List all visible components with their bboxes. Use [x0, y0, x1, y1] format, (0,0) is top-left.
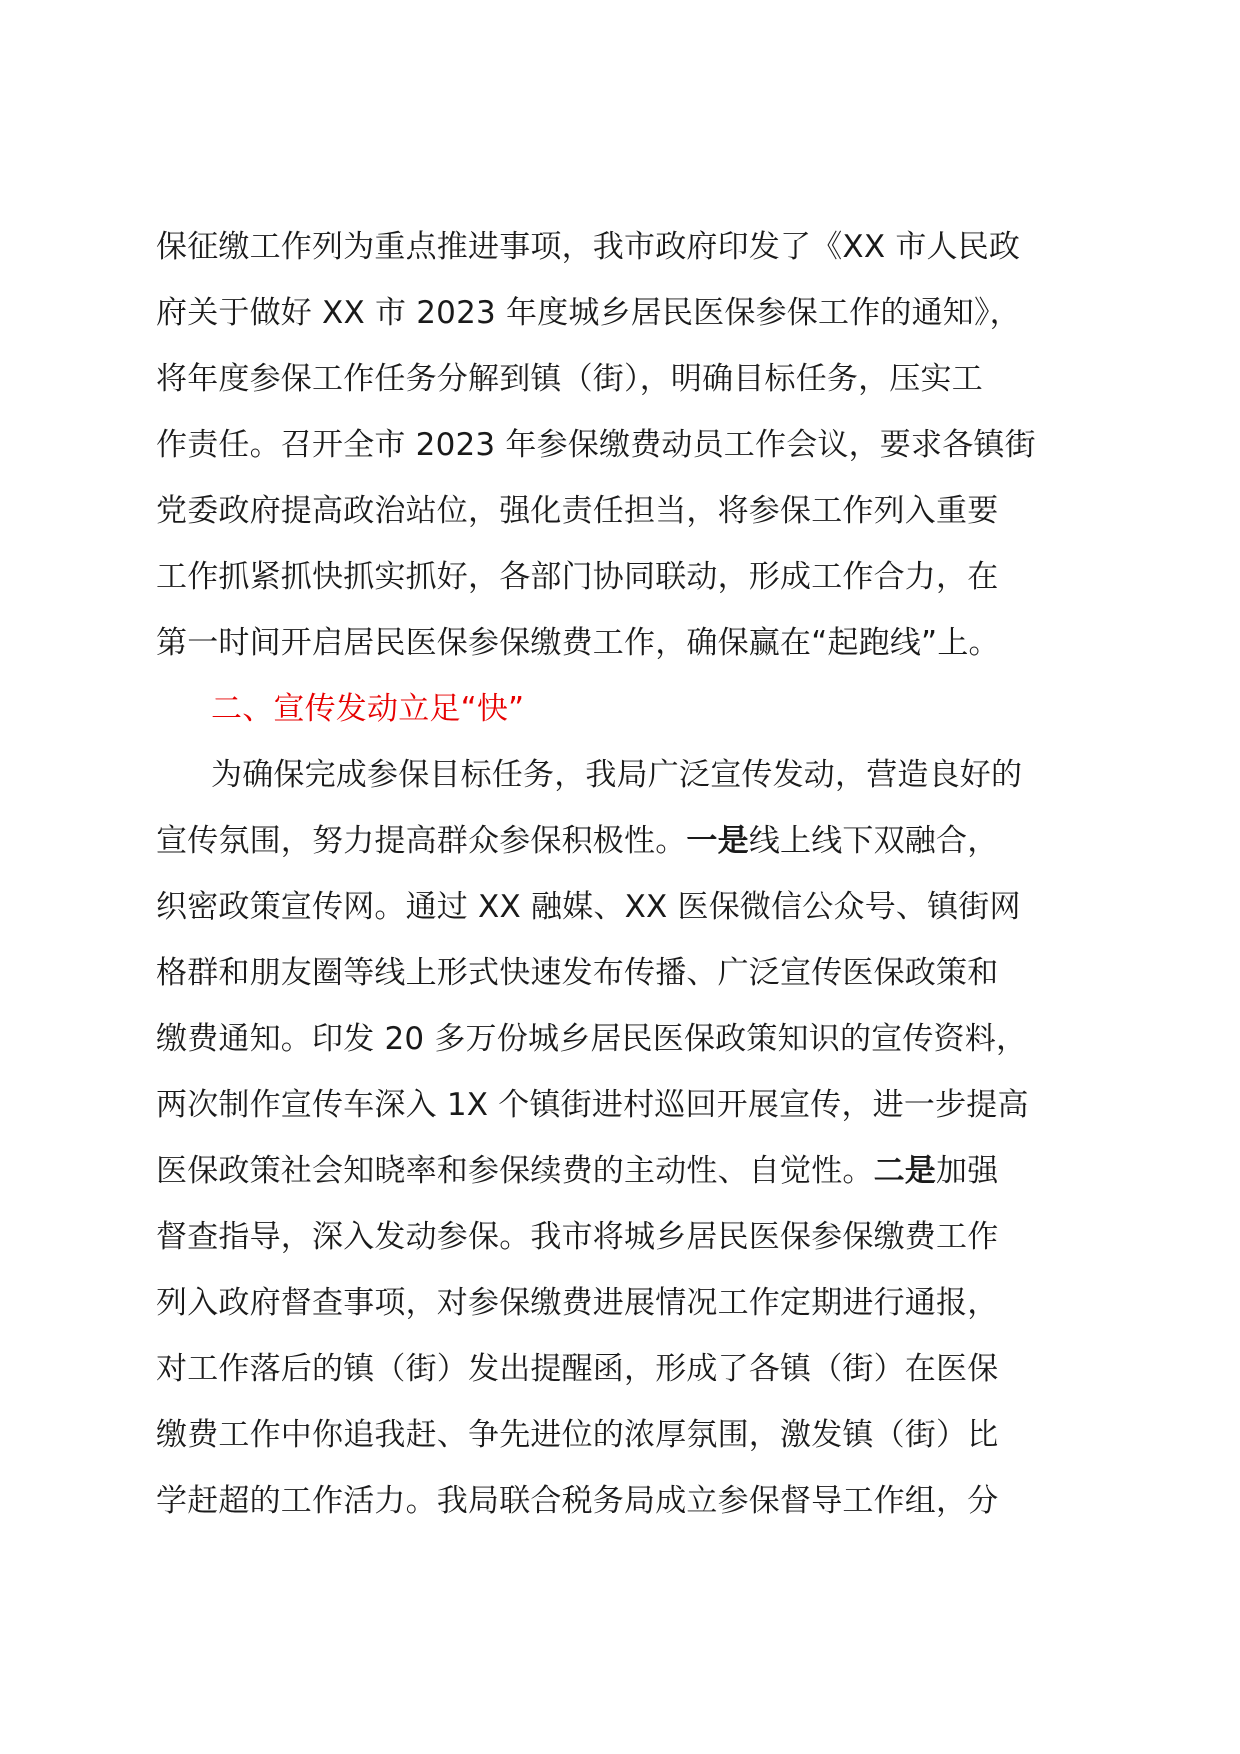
emphasis-label: 一是: [686, 823, 749, 859]
emphasis-label: 二是: [873, 1153, 937, 1189]
text-line: 将年度参保工作任务分解到镇（街），明确目标任务，压实工: [156, 361, 983, 397]
text-segment: 宣传氛围，努力提高群众参保积极性。: [156, 823, 687, 859]
text-segment: 线上线下双融合，: [748, 823, 999, 859]
text-line: 缴费通知。印发 20 多万份城乡居民医保政策知识的宣传资料，: [156, 1021, 1028, 1057]
text-line: 作责任。召开全市 2023 年参保缴费动员工作会议，要求各镇街: [156, 427, 1036, 463]
text-line: 格群和朋友圈等线上形式快速发布传播、广泛宣传医保政策和: [156, 955, 999, 991]
text-line: 保征缴工作列为重点推进事项，我市政府印发了《XX 市人民政: [156, 229, 1021, 265]
text-line: 缴费工作中你追我赶、争先进位的浓厚氛围，激发镇（街）比: [156, 1417, 999, 1453]
text-line: 列入政府督查事项，对参保缴费进展情况工作定期进行通报，: [156, 1285, 999, 1321]
text-line: 第一时间开启居民医保参保缴费工作，确保赢在“起跑线”上。: [156, 625, 1000, 661]
document-body: [156, 214, 1106, 1534]
text-line: 两次制作宣传车深入 1X 个镇街进村巡回开展宣传，进一步提高: [156, 1087, 1029, 1123]
text-line: 对工作落后的镇（街）发出提醒函，形成了各镇（街）在医保: [156, 1351, 999, 1387]
text-line: 府关于做好 XX 市 2023 年度城乡居民医保参保工作的通知》，: [156, 295, 1021, 331]
text-line: [156, 1138, 1106, 1204]
text-line: 督查指导，深入发动参保。我市将城乡居民医保参保缴费工作: [156, 1219, 999, 1255]
text-segment: 医保政策社会知晓率和参保续费的主动性、自觉性。: [156, 1153, 874, 1189]
text-line: 为确保完成参保目标任务，我局广泛宣传发动，营造良好的: [211, 757, 1023, 793]
text-line: 织密政策宣传网。通过 XX 融媒、XX 医保微信公众号、镇街网: [156, 889, 1021, 925]
text-segment: 加强: [936, 1153, 999, 1189]
text-line: 工作抓紧抓快抓实抓好，各部门协同联动，形成工作合力，在: [156, 559, 999, 595]
text-line: 学赶超的工作活力。我局联合税务局成立参保督导工作组，分: [156, 1483, 999, 1519]
text-line: 党委政府提高政治站位，强化责任担当，将参保工作列入重要: [156, 493, 999, 529]
text-line: [156, 808, 1106, 874]
section-heading: 二、宣传发动立足“快”: [211, 691, 525, 727]
